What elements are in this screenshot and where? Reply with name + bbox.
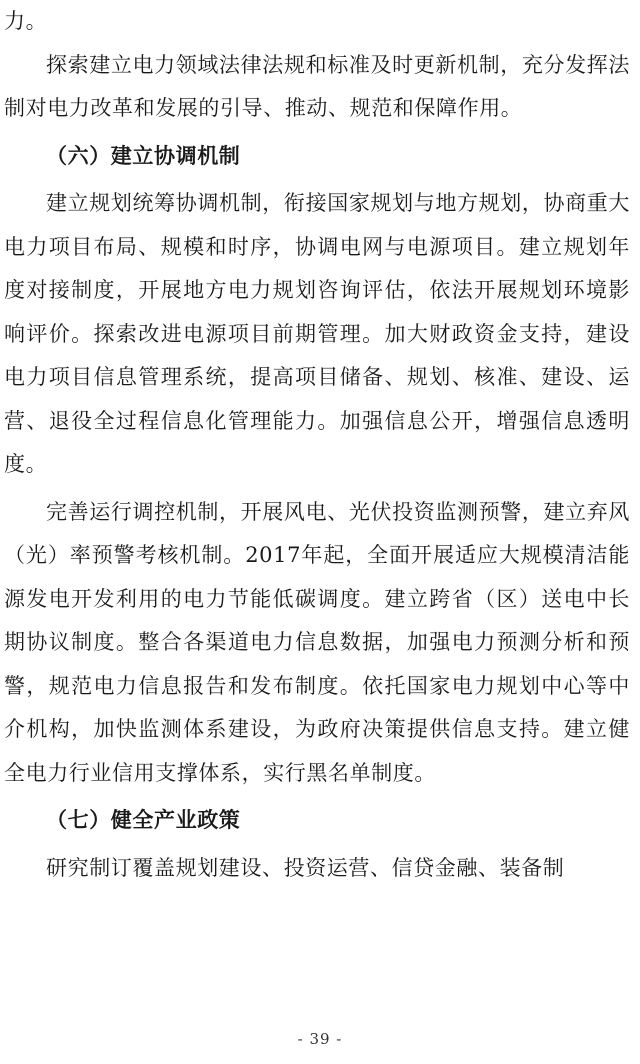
paragraph-operation-control: 完善运行调控机制，开展风电、光伏投资监测预警，建立弃风（光）率预警考核机制。2017年起，全面开展适应大规模清洁能源发电开发利用的电力节能低碳调度。建立跨省（区）送电中长期协议制度。整合各渠道电力信息数据，加强电力预测分析和预警，规范电力信息报告和发布制度。依托国家电力规划中心等中介机构，加快监测体系建设，为政府决策提供信息支持。建立健全电力行业信用支撑体系，实行黑名单制度。 — [4, 499, 630, 785]
paragraph-planning-coordination: 建立规划统筹协调机制，衔接国家规划与地方规划，协商重大电力项目布局、规模和时序，协调电网与电源项目。建立规划年度对接制度，开展地方电力规划咨询评估，依法开展规划环境影响评价。探索改进电源项目前期管理。加大财政资金支持，建设电力项目信息管理系统，提高项目储备、规划、核准、建设、运营、退役全过程信息化管理能力。加强信息公开，增强信息透明度。 — [4, 191, 630, 476]
paragraph-legal-mechanism: 探索建立电力领域法律法规和标准及时更新机制，充分发挥法制对电力改革和发展的引导、推动、规范和保障作用。 — [4, 52, 630, 120]
section-heading-industry-policy: （七）健全产业政策 — [46, 808, 241, 832]
page-number: - 39 - — [297, 1030, 343, 1048]
paragraph-continuation: 力。 — [4, 9, 48, 33]
document-body — [4, 0, 630, 890]
paragraph-industry-policy: 研究制订覆盖规划建设、投资运营、信贷金融、装备制 — [46, 855, 565, 880]
section-heading-coordination: （六）建立协调机制 — [46, 143, 241, 168]
